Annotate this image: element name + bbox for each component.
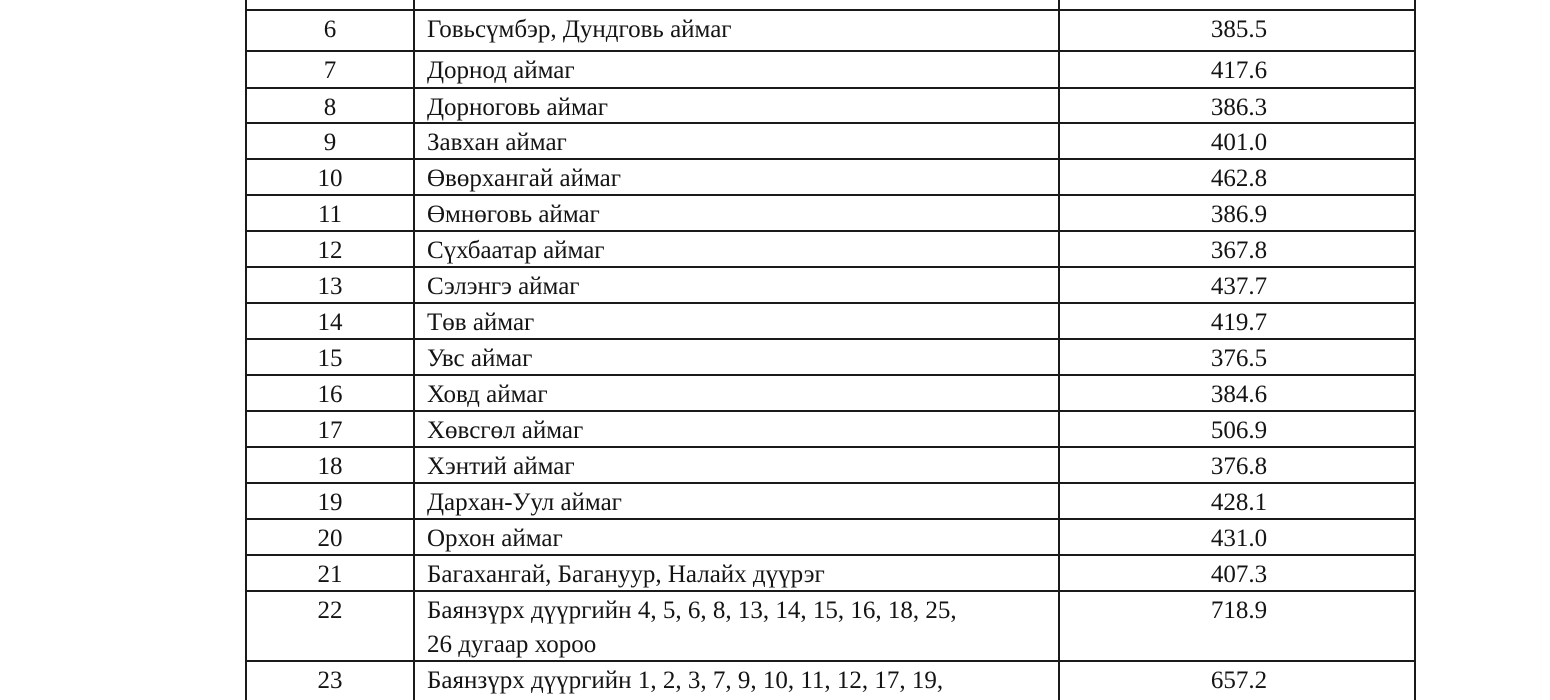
- district-name-cell: Төв аймаг: [427, 309, 535, 336]
- table-row: [318, 345, 1268, 372]
- table-row: [318, 165, 1268, 192]
- row-number-cell: 8: [323, 94, 337, 121]
- value-cell: 367.8: [1210, 237, 1268, 264]
- value-cell: 657.2: [1210, 667, 1268, 694]
- district-name-cell: Ховд аймаг: [427, 381, 548, 408]
- district-name-cell: Өвөрхангай аймаг: [427, 165, 621, 192]
- table-row: [318, 453, 1268, 480]
- table-row: [318, 417, 1268, 444]
- table-row: [318, 273, 1268, 300]
- district-name-cell: Сүхбаатар аймаг: [427, 237, 605, 264]
- row-number-cell: 12: [317, 237, 343, 264]
- row-number-cell: 21: [317, 561, 343, 588]
- value-cell: 386.3: [1210, 94, 1268, 121]
- value-cell: 407.3: [1210, 561, 1268, 588]
- row-number-cell: 17: [317, 417, 343, 444]
- district-name-cell: Дорнод аймаг: [427, 57, 575, 84]
- row-number-cell: 10: [317, 165, 343, 192]
- row-number-cell: 23: [317, 667, 343, 694]
- row-number-cell: 14: [317, 309, 343, 336]
- row-number-cell: 6: [323, 16, 337, 43]
- row-number-cell: 15: [317, 345, 343, 372]
- value-cell: 462.8: [1210, 165, 1268, 192]
- district-name-cell: Увс аймаг: [427, 345, 533, 372]
- table-row: [318, 237, 1268, 264]
- row-number-cell: 9: [323, 129, 337, 156]
- row-number-cell: 13: [317, 273, 343, 300]
- district-name-cell: Хэнтий аймаг: [427, 453, 575, 480]
- value-cell: 506.9: [1210, 417, 1268, 444]
- district-name-cell: Дархан-Уул аймаг: [427, 489, 622, 516]
- district-name-cell: Дорноговь аймаг: [427, 94, 608, 121]
- value-cell: 384.6: [1210, 381, 1268, 408]
- value-cell: 718.9: [1210, 597, 1268, 624]
- row-number-cell: 7: [323, 57, 337, 84]
- table-row: [318, 489, 1268, 516]
- district-name-cell: Завхан аймаг: [427, 129, 567, 156]
- table-row: [318, 381, 1268, 408]
- value-cell: 386.9: [1210, 201, 1268, 228]
- table-row: [324, 129, 1267, 156]
- district-name-cell: Багахангай, Багануур, Налайх дүүрэг: [427, 561, 825, 588]
- table-row: [318, 561, 1268, 588]
- row-number-cell: 19: [317, 489, 343, 516]
- value-cell: 417.6: [1210, 57, 1268, 84]
- row-number-cell: 22: [317, 597, 343, 624]
- district-name-cell-continued: 26 дугаар хороо: [427, 631, 597, 658]
- table-row: [318, 201, 1267, 228]
- row-number-cell: 16: [317, 381, 343, 408]
- district-name-cell: Өмнөговь аймаг: [427, 201, 600, 228]
- district-name-cell: Баянзүрх дүүргийн 4, 5, 6, 8, 13, 14, 15, 16, 18, 25,: [427, 597, 957, 624]
- value-cell: 376.8: [1210, 453, 1268, 480]
- table-cells: [318, 16, 1268, 694]
- value-cell: 431.0: [1210, 525, 1268, 552]
- value-cell: 376.5: [1210, 345, 1268, 372]
- row-number-cell: 20: [317, 525, 343, 552]
- value-cell: 401.0: [1210, 129, 1268, 156]
- value-cell: 419.7: [1210, 309, 1268, 336]
- district-name-cell: Сэлэнгэ аймаг: [427, 273, 580, 300]
- value-cell: 437.7: [1210, 273, 1268, 300]
- district-name-cell: Орхон аймаг: [427, 525, 563, 552]
- table-row: [318, 525, 1268, 552]
- table-row: [324, 57, 1267, 84]
- district-name-cell: Баянзүрх дүүргийн 1, 2, 3, 7, 9, 10, 11, 12, 17, 19,: [427, 667, 944, 694]
- district-name-cell: Говьсүмбэр, Дундговь аймаг: [427, 16, 732, 43]
- value-cell: 428.1: [1210, 489, 1268, 516]
- table-row: [318, 597, 1268, 658]
- table-row: [324, 94, 1267, 121]
- table-row: [324, 16, 1267, 43]
- table-row: [318, 667, 1268, 694]
- row-number-cell: 18: [317, 453, 343, 480]
- district-name-cell: Хөвсгөл аймаг: [427, 417, 584, 444]
- row-number-cell: 11: [317, 201, 343, 228]
- value-cell: 385.5: [1210, 16, 1268, 43]
- table-row: [318, 309, 1268, 336]
